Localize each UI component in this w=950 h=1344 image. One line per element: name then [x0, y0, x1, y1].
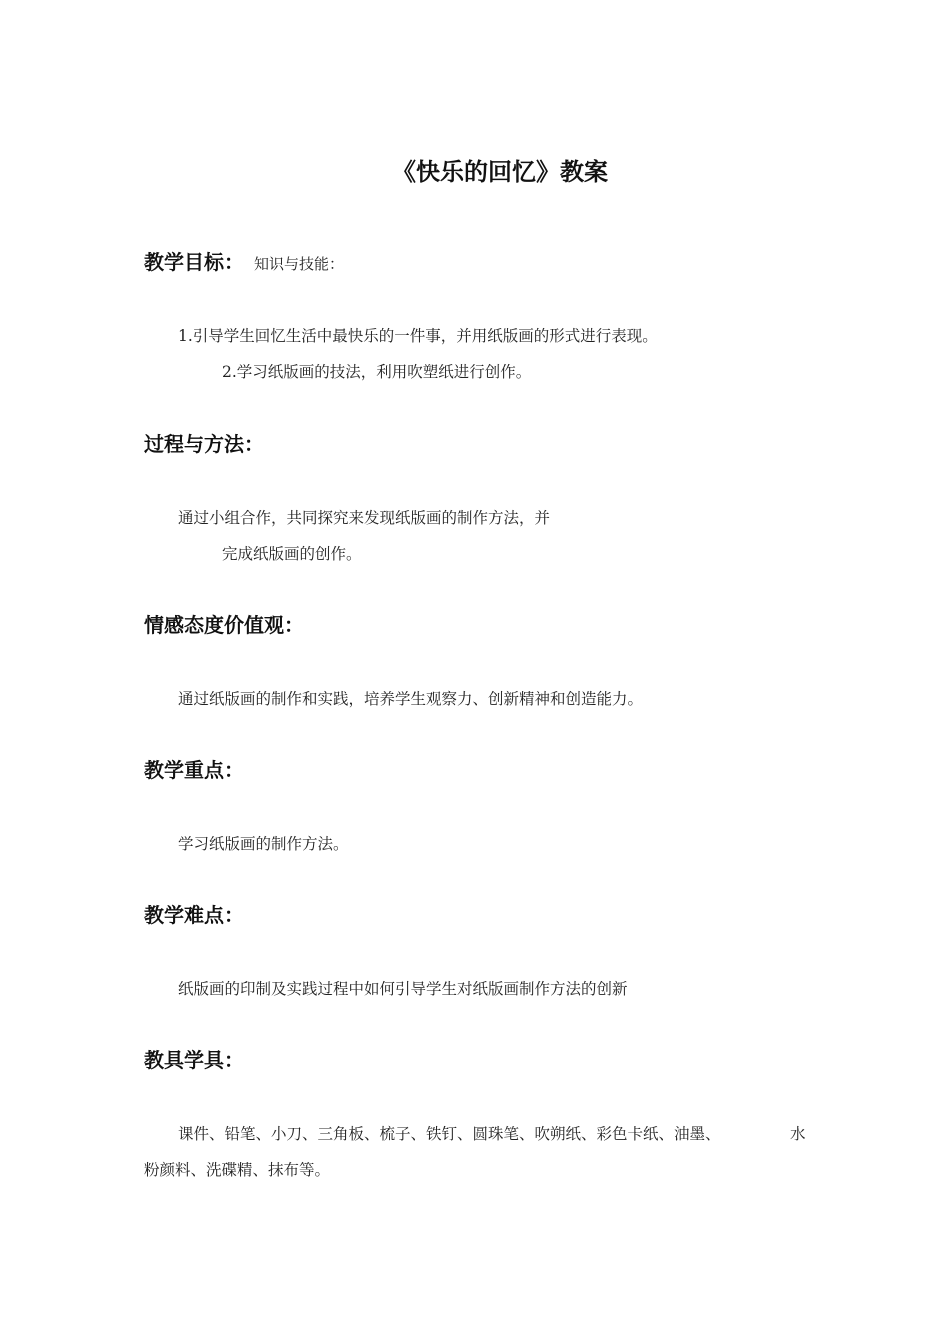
section-heading-key-points: 教学重点：: [144, 758, 244, 782]
section-heading-teaching-aids: 教具学具：: [144, 1048, 244, 1072]
paragraph-line: 通过纸版画的制作和实践，培养学生观察力、创新精神和创造能力。: [178, 690, 644, 708]
section-heading-process-method: 过程与方法：: [144, 432, 264, 456]
paragraph-line: 纸版画的印制及实践过程中如何引导学生对纸版画制作方法的创新: [178, 980, 628, 998]
paragraph-line: 学习纸版画的制作方法。: [178, 835, 349, 853]
paragraph-line: 2.学习纸版画的技法，利用吹塑纸进行创作。: [222, 363, 532, 381]
paragraph-line: 1.引导学生回忆生活中最快乐的一件事，并用纸版画的形式进行表现。: [178, 327, 658, 345]
paragraph-line: 水: [790, 1125, 806, 1143]
paragraph-line: 粉颜料、洗碟精、抹布等。: [144, 1161, 331, 1179]
subheading-knowledge-skills: 知识与技能：: [254, 255, 345, 273]
section-heading-attitudes-values: 情感态度价值观：: [144, 613, 304, 637]
section-heading-objectives: [144, 246, 344, 275]
document-title: 《快乐的回忆》教案: [392, 158, 608, 186]
heading-text: 教学目标：: [144, 250, 244, 274]
paragraph-line: 通过小组合作，共同探究来发现纸版画的制作方法，并: [178, 509, 551, 527]
paragraph-line: 课件、铅笔、小刀、三角板、梳子、铁钉、圆珠笔、吹朔纸、彩色卡纸、油墨、: [178, 1125, 721, 1143]
section-heading-difficulties: 教学难点：: [144, 903, 244, 927]
paragraph-line: 完成纸版画的创作。: [222, 545, 362, 563]
